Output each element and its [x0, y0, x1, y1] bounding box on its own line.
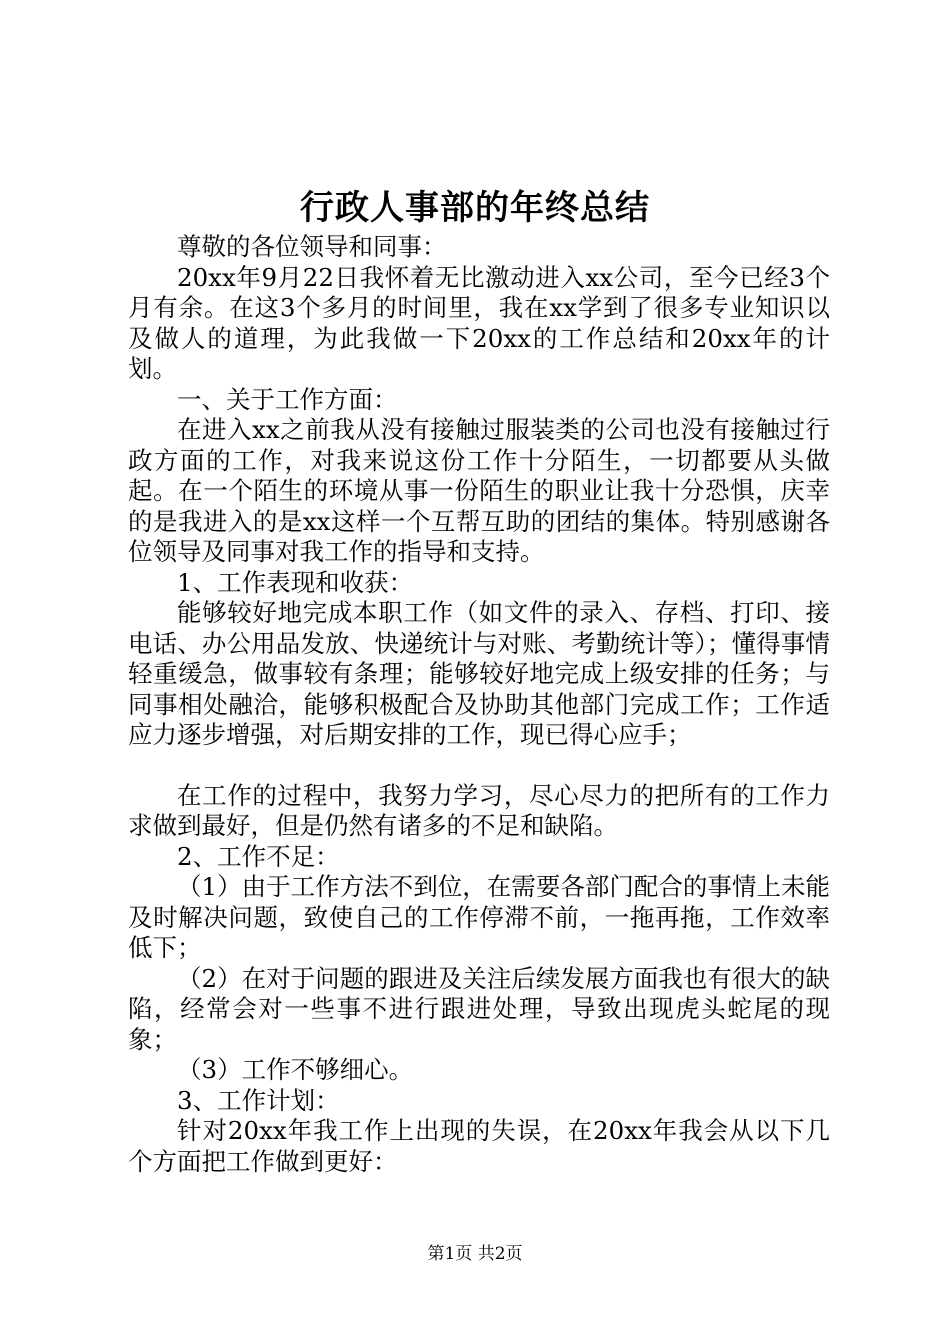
page-number-footer: 第1页 共2页: [427, 1244, 523, 1264]
document-title: 行政人事部的年终总结: [300, 188, 650, 228]
paragraph-plan: 针对20xx年我工作上出现的失误，在20xx年我会从以下几个方面把工作做到更好：: [128, 1116, 830, 1176]
document-body: [128, 232, 830, 1177]
paragraph-intro: 20xx年9月22日我怀着无比激动进入xx公司，至今已经3个月有余。在这3个多月的时间里，我在xx学到了很多专业知识以及做人的道理，为此我做一下20xx的工作总结和20xx年的计划。: [128, 262, 830, 383]
paragraph-performance: 能够较好地完成本职工作（如文件的录入、存档、打印、接电话、办公用品发放、快递统计与对账、考勤统计等）；懂得事情轻重缓急，做事较有条理；能够较好地完成上级安排的任务；与同事相处融洽，能够积极配合及协助其他部门完成工作；工作适应力逐步增强，对后期安排的工作，现已得心应手；: [128, 598, 830, 749]
paragraph-salutation: 尊敬的各位领导和同事：: [177, 232, 447, 261]
shortcoming-item-1: （1）由于工作方法不到位，在需要各部门配合的事情上未能及时解决问题，致使自己的工作停滞不前，一拖再拖，工作效率低下；: [128, 872, 830, 962]
paragraph-effort: 在工作的过程中，我努力学习，尽心尽力的把所有的工作力求做到最好，但是仍然有诸多的不足和缺陷。: [128, 780, 830, 840]
shortcoming-item-2: （2）在对于问题的跟进及关注后续发展方面我也有很大的缺陷，经常会对一些事不进行跟进处理，导致出现虎头蛇尾的现象；: [128, 963, 830, 1054]
shortcoming-item-3: （3）工作不够细心。: [177, 1055, 414, 1084]
subheading-plan: 3、工作计划：: [177, 1085, 340, 1115]
section-heading-work: 一、关于工作方面：: [177, 384, 398, 414]
subheading-shortcomings: 2、工作不足：: [177, 841, 340, 871]
subheading-performance: 1、工作表现和收获：: [177, 567, 414, 597]
paragraph-work-background: 在进入xx之前我从没有接触过服装类的公司也没有接触过行政方面的工作，对我来说这份工作十分陌生，一切都要从头做起。在一个陌生的环境从事一份陌生的职业让我十分恐惧，庆幸的是我进入的是xx这样一个互帮互助的团结的集体。特别感谢各位领导及同事对我工作的指导和支持。: [128, 415, 830, 566]
